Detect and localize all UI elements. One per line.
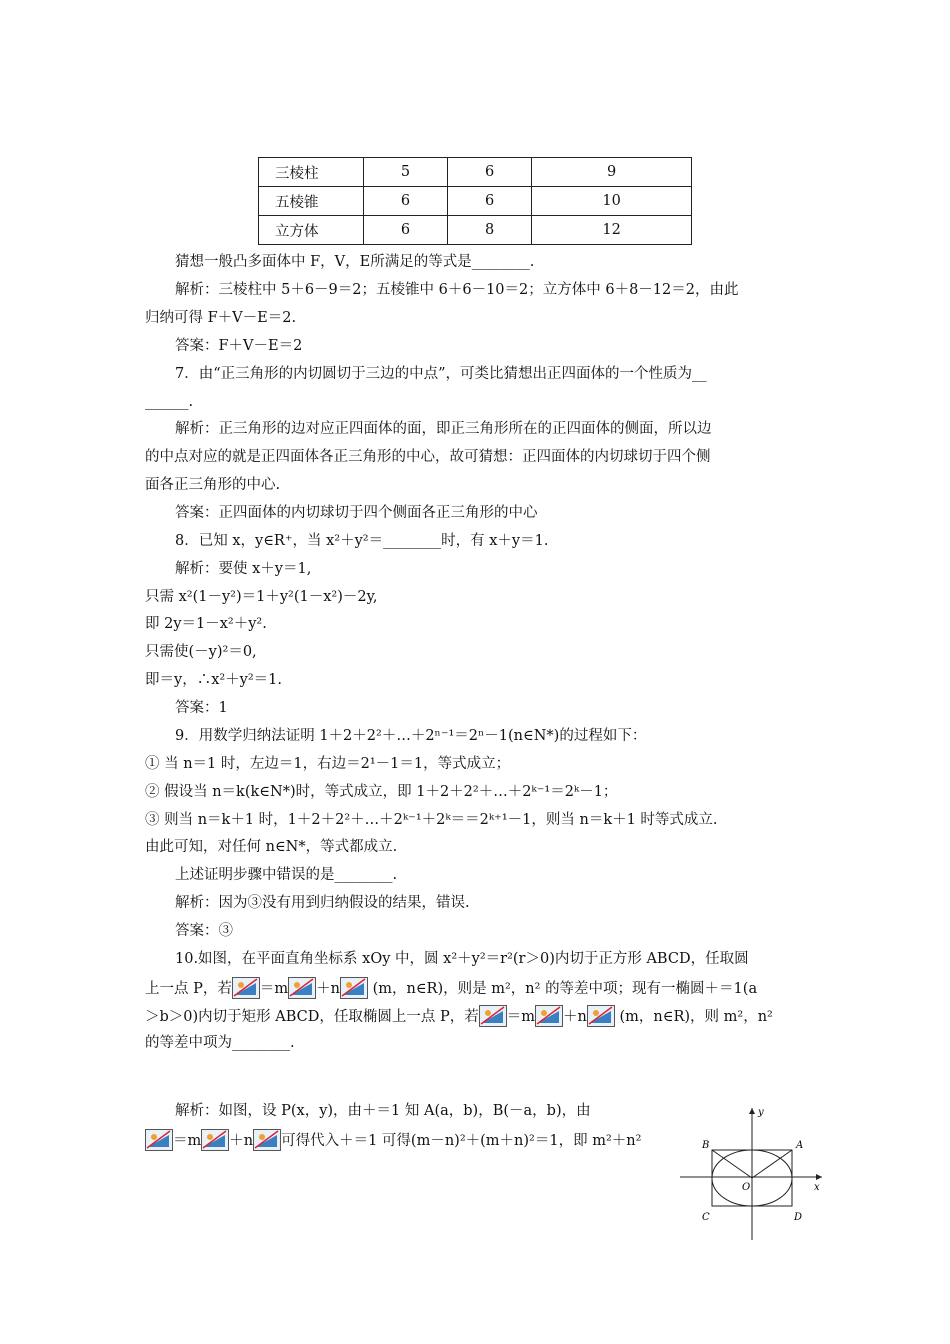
text-line: 解析：正三角形的边对应正四面体的面，即正三角形所在的正四面体的侧面，所以边: [175, 421, 712, 437]
table-cell: 8: [448, 216, 532, 245]
text-line: 上述证明步骤中错误的是________.: [175, 867, 398, 883]
vector-image-icon: [340, 977, 368, 999]
text-line: 归纳可得 F＋V－E＝2.: [145, 310, 297, 326]
text-line: 答案：F＋V－E＝2: [175, 338, 303, 354]
text-line: 即＝y，∴x²＋y²＝1.: [145, 672, 283, 688]
equals-sign: ＝: [259, 981, 275, 997]
table-row: [259, 216, 692, 245]
text-line: 面各正三角形的中心.: [145, 477, 281, 493]
text-line: 解析：如图，设 P(x，y)，由＋＝1 知 A(a，b)，B(－a，b)，由: [175, 1103, 591, 1119]
equals-sign: ＝: [173, 1133, 188, 1149]
text-line: 的等差中项为________.: [145, 1035, 295, 1051]
table-cell: 6: [364, 187, 448, 216]
var-m: m: [274, 981, 289, 997]
text-line: ______.: [145, 394, 194, 410]
table-cell: 5: [364, 158, 448, 187]
label-b: B: [702, 1140, 710, 1151]
text-line: 7．由“正三角形的内切圆切于三边的中点”，可类比猜想出正四面体的一个性质为__: [175, 366, 707, 382]
table-row: [259, 187, 692, 216]
table-cell: 6: [448, 187, 532, 216]
text-line: 解析：因为③没有用到归纳假设的结果，错误.: [175, 895, 470, 911]
text-fragment: 可得代入＋＝1 可得(m－n)²＋(m＋n)²＝1，即 m²＋n²: [281, 1133, 642, 1149]
text-line: 只需使(－y)²＝0,: [145, 644, 257, 660]
text-line: 解析：要使 x＋y＝1,: [175, 561, 312, 577]
plus-sign: ＋: [563, 1009, 578, 1025]
vector-image-icon: [145, 1129, 173, 1151]
text-line: 只需 x²(1－y²)＝1＋y²(1－x²)－2y,: [145, 589, 378, 605]
polyhedron-table: [258, 157, 692, 245]
table-cell: 10: [532, 187, 692, 216]
var-n: n: [243, 1133, 254, 1149]
table-cell: 6: [364, 216, 448, 245]
table-cell: 12: [532, 216, 692, 245]
vector-image-icon: [587, 1005, 615, 1027]
vector-image-icon: [479, 1005, 507, 1027]
label-y: y: [758, 1107, 764, 1118]
var-n: n: [577, 1009, 587, 1025]
vector-image-icon: [201, 1129, 229, 1151]
table-cell: 五棱锥: [259, 187, 364, 216]
table-cell: 6: [448, 158, 532, 187]
label-a: A: [796, 1140, 804, 1151]
vector-image-icon: [232, 977, 260, 999]
text-line-with-images: [145, 1005, 773, 1027]
label-o: O: [742, 1182, 751, 1193]
text-line-with-images: [145, 977, 757, 999]
plus-sign: ＋: [316, 981, 331, 997]
var-m: m: [521, 1009, 536, 1025]
text-fragment: (m，n∈R)，则 m²，n²: [619, 1009, 773, 1025]
text-line: 答案：正四面体的内切球切于四个侧面各正三角形的中心: [175, 505, 538, 521]
label-d: D: [794, 1212, 803, 1223]
y-axis-arrow: [749, 1108, 755, 1114]
x-axis-arrow: [816, 1174, 822, 1180]
text-line: 9．用数学归纳法证明 1＋2＋2²＋…＋2ⁿ⁻¹＝2ⁿ－1(n∈N*)的过程如下：: [175, 728, 647, 744]
text-line: ② 假设当 n＝k(k∈N*)时，等式成立，即 1＋2＋2²＋…＋2ᵏ⁻¹＝2ᵏ－1；: [145, 784, 618, 800]
vector-image-icon: [253, 1129, 281, 1151]
table-row: [259, 158, 692, 187]
table-cell: 9: [532, 158, 692, 187]
text-line: ① 当 n＝1 时，左边＝1，右边＝2¹－1＝1，等式成立；: [145, 756, 511, 772]
label-c: C: [702, 1212, 710, 1223]
text-line: 由此可知，对任何 n∈N*，等式都成立.: [145, 839, 398, 855]
table-cell: 三棱柱: [259, 158, 364, 187]
text-line: 8．已知 x，y∈R⁺，当 x²＋y²＝________时，有 x＋y＝1.: [175, 533, 549, 549]
var-n: n: [330, 981, 340, 997]
text-fragment: 上一点 P，若: [145, 981, 232, 997]
vector-image-icon: [288, 977, 316, 999]
text-line: 10.如图，在平面直角坐标系 xOy 中，圆 x²＋y²＝r²(r＞0)内切于正方形 ABCD，任取圆: [175, 951, 749, 967]
text-line: ③ 则当 n＝k＋1 时，1＋2＋2²＋…＋2ᵏ⁻¹＋2ᵏ＝＝2ᵏ⁺¹－1，则当 n＝k＋1 时等式成立.: [145, 812, 718, 828]
var-m: m: [187, 1133, 202, 1149]
label-x: x: [814, 1182, 820, 1193]
plus-sign: ＋: [229, 1133, 244, 1149]
vector-image-icon: [535, 1005, 563, 1027]
text-line: 即 2y＝1－x²＋y².: [145, 616, 267, 632]
table-cell: 立方体: [259, 216, 364, 245]
text-fragment: ＞b＞0)内切于矩形 ABCD，任取椭圆上一点 P，若: [145, 1009, 479, 1025]
text-line: 答案：1: [175, 700, 228, 716]
text-line: 猜想一般凸多面体中 F，V，E所满足的等式是________.: [175, 254, 535, 270]
text-fragment: (m，n∈R)，则是 m²，n² 的等差中项；现有一椭圆＋＝1(a: [372, 981, 758, 997]
text-line: 的中点对应的就是正四面体各正三角形的中心，故可猜想：正四面体的内切球切于四个侧: [145, 449, 711, 465]
ellipse-rectangle-figure: [676, 1102, 826, 1242]
text-line: 解析：三棱柱中 5＋6－9＝2；五棱锥中 6＋6－10＝2；立方体中 6＋8－12＝2，由此: [175, 282, 739, 298]
equals-sign: ＝: [506, 1009, 522, 1025]
text-line: 答案：③: [175, 923, 233, 939]
text-line-with-images: [145, 1129, 641, 1151]
